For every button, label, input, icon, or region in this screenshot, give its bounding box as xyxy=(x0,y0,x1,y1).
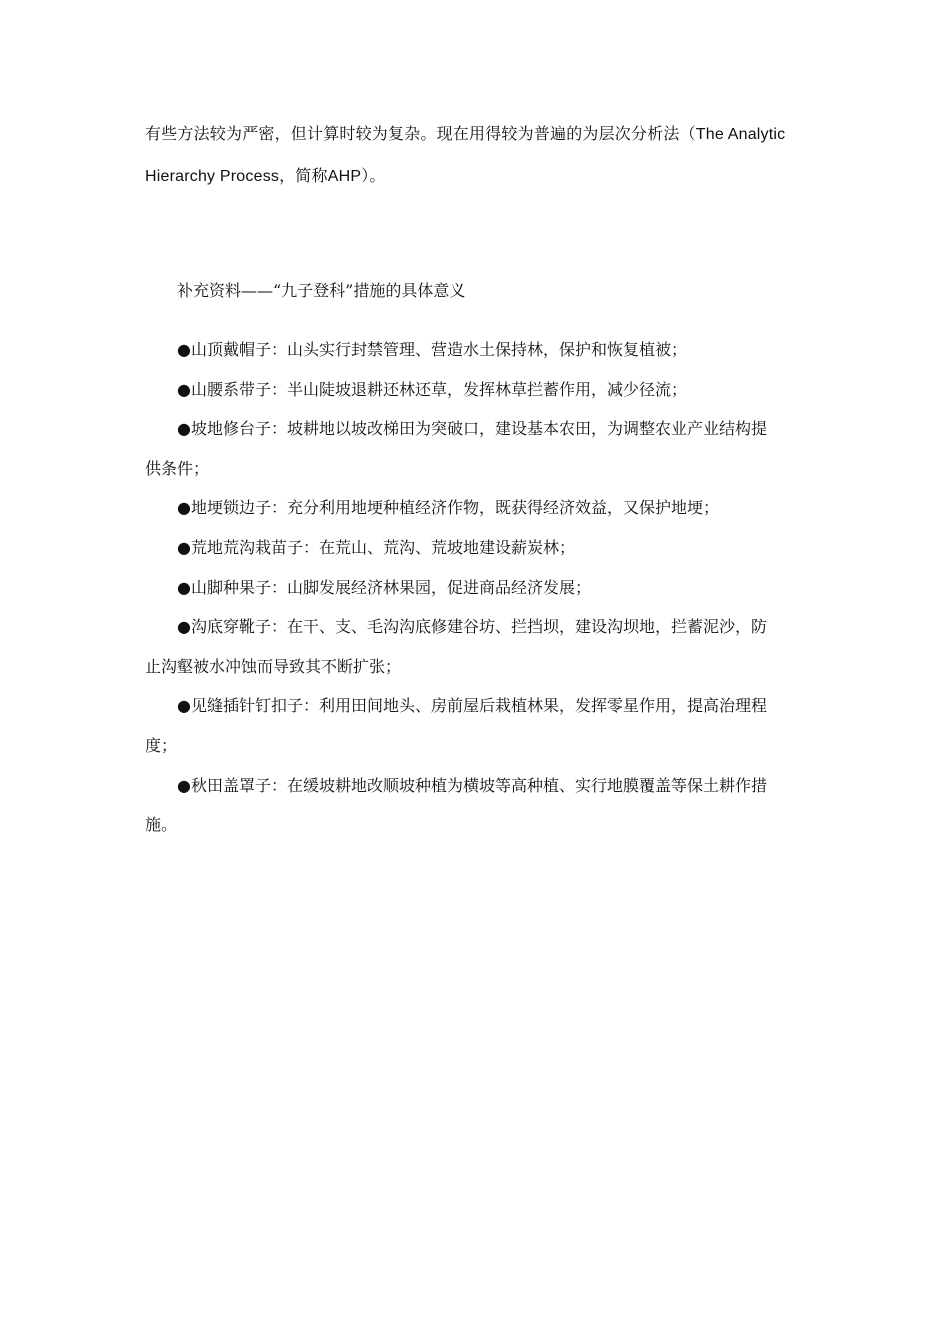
list-item-continuation: 止沟壑被水冲蚀而导致其不断扩张； xyxy=(145,656,402,676)
intro-line-1: 有些方法较为严密，但计算时较为复杂。现在用得较为普遍的为层次分析法（The Analytic xyxy=(145,126,786,143)
list-item: ●坡地修台子：坡耕地以坡改梯田为突破口，建设基本农田，为调整农业产业结构提 xyxy=(177,419,767,439)
section-heading-block xyxy=(145,276,810,306)
list-item-continuation: 供条件； xyxy=(145,458,210,478)
list-item: ●山脚种果子：山脚发展经济林果园，促进商品经济发展； xyxy=(177,577,591,597)
intro-line-2: Hierarchy Process，简称AHP）。 xyxy=(145,168,386,185)
list-item: ●山顶戴帽子：山头实行封禁管理、营造水土保持林，保护和恢复植被； xyxy=(177,340,687,359)
list-item: ●地埂锁边子：充分利用地埂种植经济作物，既获得经济效益，又保护地埂； xyxy=(177,498,719,518)
intro-paragraph xyxy=(145,114,810,198)
list-item: ●荒地荒沟栽苗子：在荒山、荒沟、荒坡地建设薪炭林； xyxy=(177,537,575,557)
section-heading: 补充资料——“九子登科”措施的具体意义 xyxy=(177,281,466,300)
list-item-continuation: 度； xyxy=(145,735,178,755)
list-item: ●见缝插针钉扣子：利用田间地头、房前屋后栽植林果，发挥零星作用，提高治理程 xyxy=(177,696,767,716)
measures-list xyxy=(145,330,810,845)
list-item: ●沟底穿靴子：在干、支、毛沟沟底修建谷坊、拦挡坝，建设沟坝地，拦蓄泥沙，防 xyxy=(177,617,767,637)
list-item-continuation: 施。 xyxy=(145,815,178,835)
list-item: ●秋田盖罩子：在缓坡耕地改顺坡种植为横坡等高种植、实行地膜覆盖等保土耕作措 xyxy=(177,775,767,795)
list-item: ●山腰系带子：半山陡坡退耕还林还草，发挥林草拦蓄作用，减少径流； xyxy=(177,379,687,399)
